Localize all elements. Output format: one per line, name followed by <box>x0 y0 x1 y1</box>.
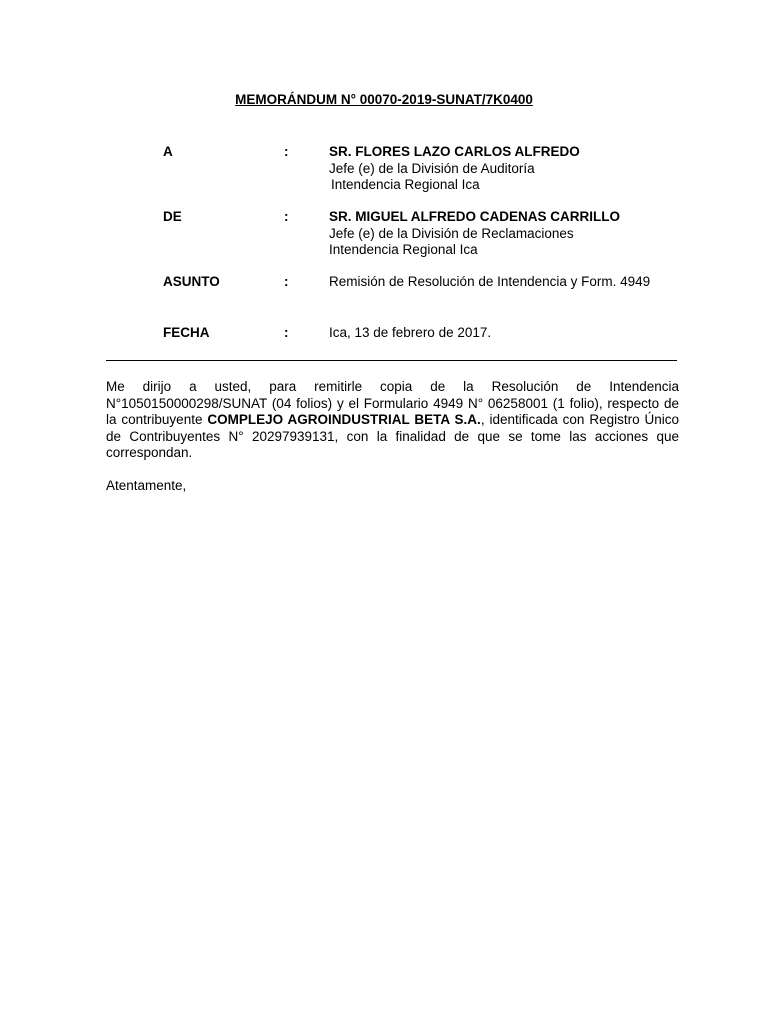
field-to-colon: : <box>284 144 289 159</box>
memo-body <box>106 379 679 462</box>
body-text-part1: Me dirijo a usted, para remitirle copia de la Resolución de Intendencia N°1050150000298/SUNAT (04 folios) y el Formulario 4949 N° 06258001 (1 folio), respecto de la contribuyente <box>106 379 679 427</box>
field-date-colon: : <box>284 325 289 340</box>
field-subject-colon: : <box>284 274 289 289</box>
field-from-colon: : <box>284 209 289 224</box>
header-divider <box>106 360 677 361</box>
memo-title: MEMORÁNDUM N° 00070-2019-SUNAT/7K0400 <box>235 92 533 107</box>
memo-closing: Atentamente, <box>106 478 187 493</box>
sender-office: Intendencia Regional Ica <box>329 242 478 257</box>
body-text-part2: , identificada con Registro Único de Contribuyentes N° 20297939131, con la finalidad de que se tome las acciones que correspondan. <box>106 412 679 460</box>
field-date-label: FECHA <box>163 325 210 340</box>
recipient-office: Intendencia Regional Ica <box>331 177 480 192</box>
field-subject-label: ASUNTO <box>163 274 220 289</box>
company-name: COMPLEJO AGROINDUSTRIAL BETA S.A. <box>207 412 481 427</box>
field-to-label: A <box>163 144 173 159</box>
field-to-value <box>329 144 580 194</box>
sender-position: Jefe (e) de la División de Reclamaciones <box>329 225 574 241</box>
field-date-value: Ica, 13 de febrero de 2017. <box>329 325 492 340</box>
field-subject-value: Remisión de Resolución de Intendencia y Form. 4949 <box>329 274 651 289</box>
field-from-value <box>329 209 620 259</box>
recipient-position: Jefe (e) de la División de Auditoría <box>329 160 535 176</box>
field-from-label: DE <box>163 209 182 224</box>
recipient-name: SR. FLORES LAZO CARLOS ALFREDO <box>329 144 580 159</box>
sender-name: SR. MIGUEL ALFREDO CADENAS CARRILLO <box>329 209 621 224</box>
